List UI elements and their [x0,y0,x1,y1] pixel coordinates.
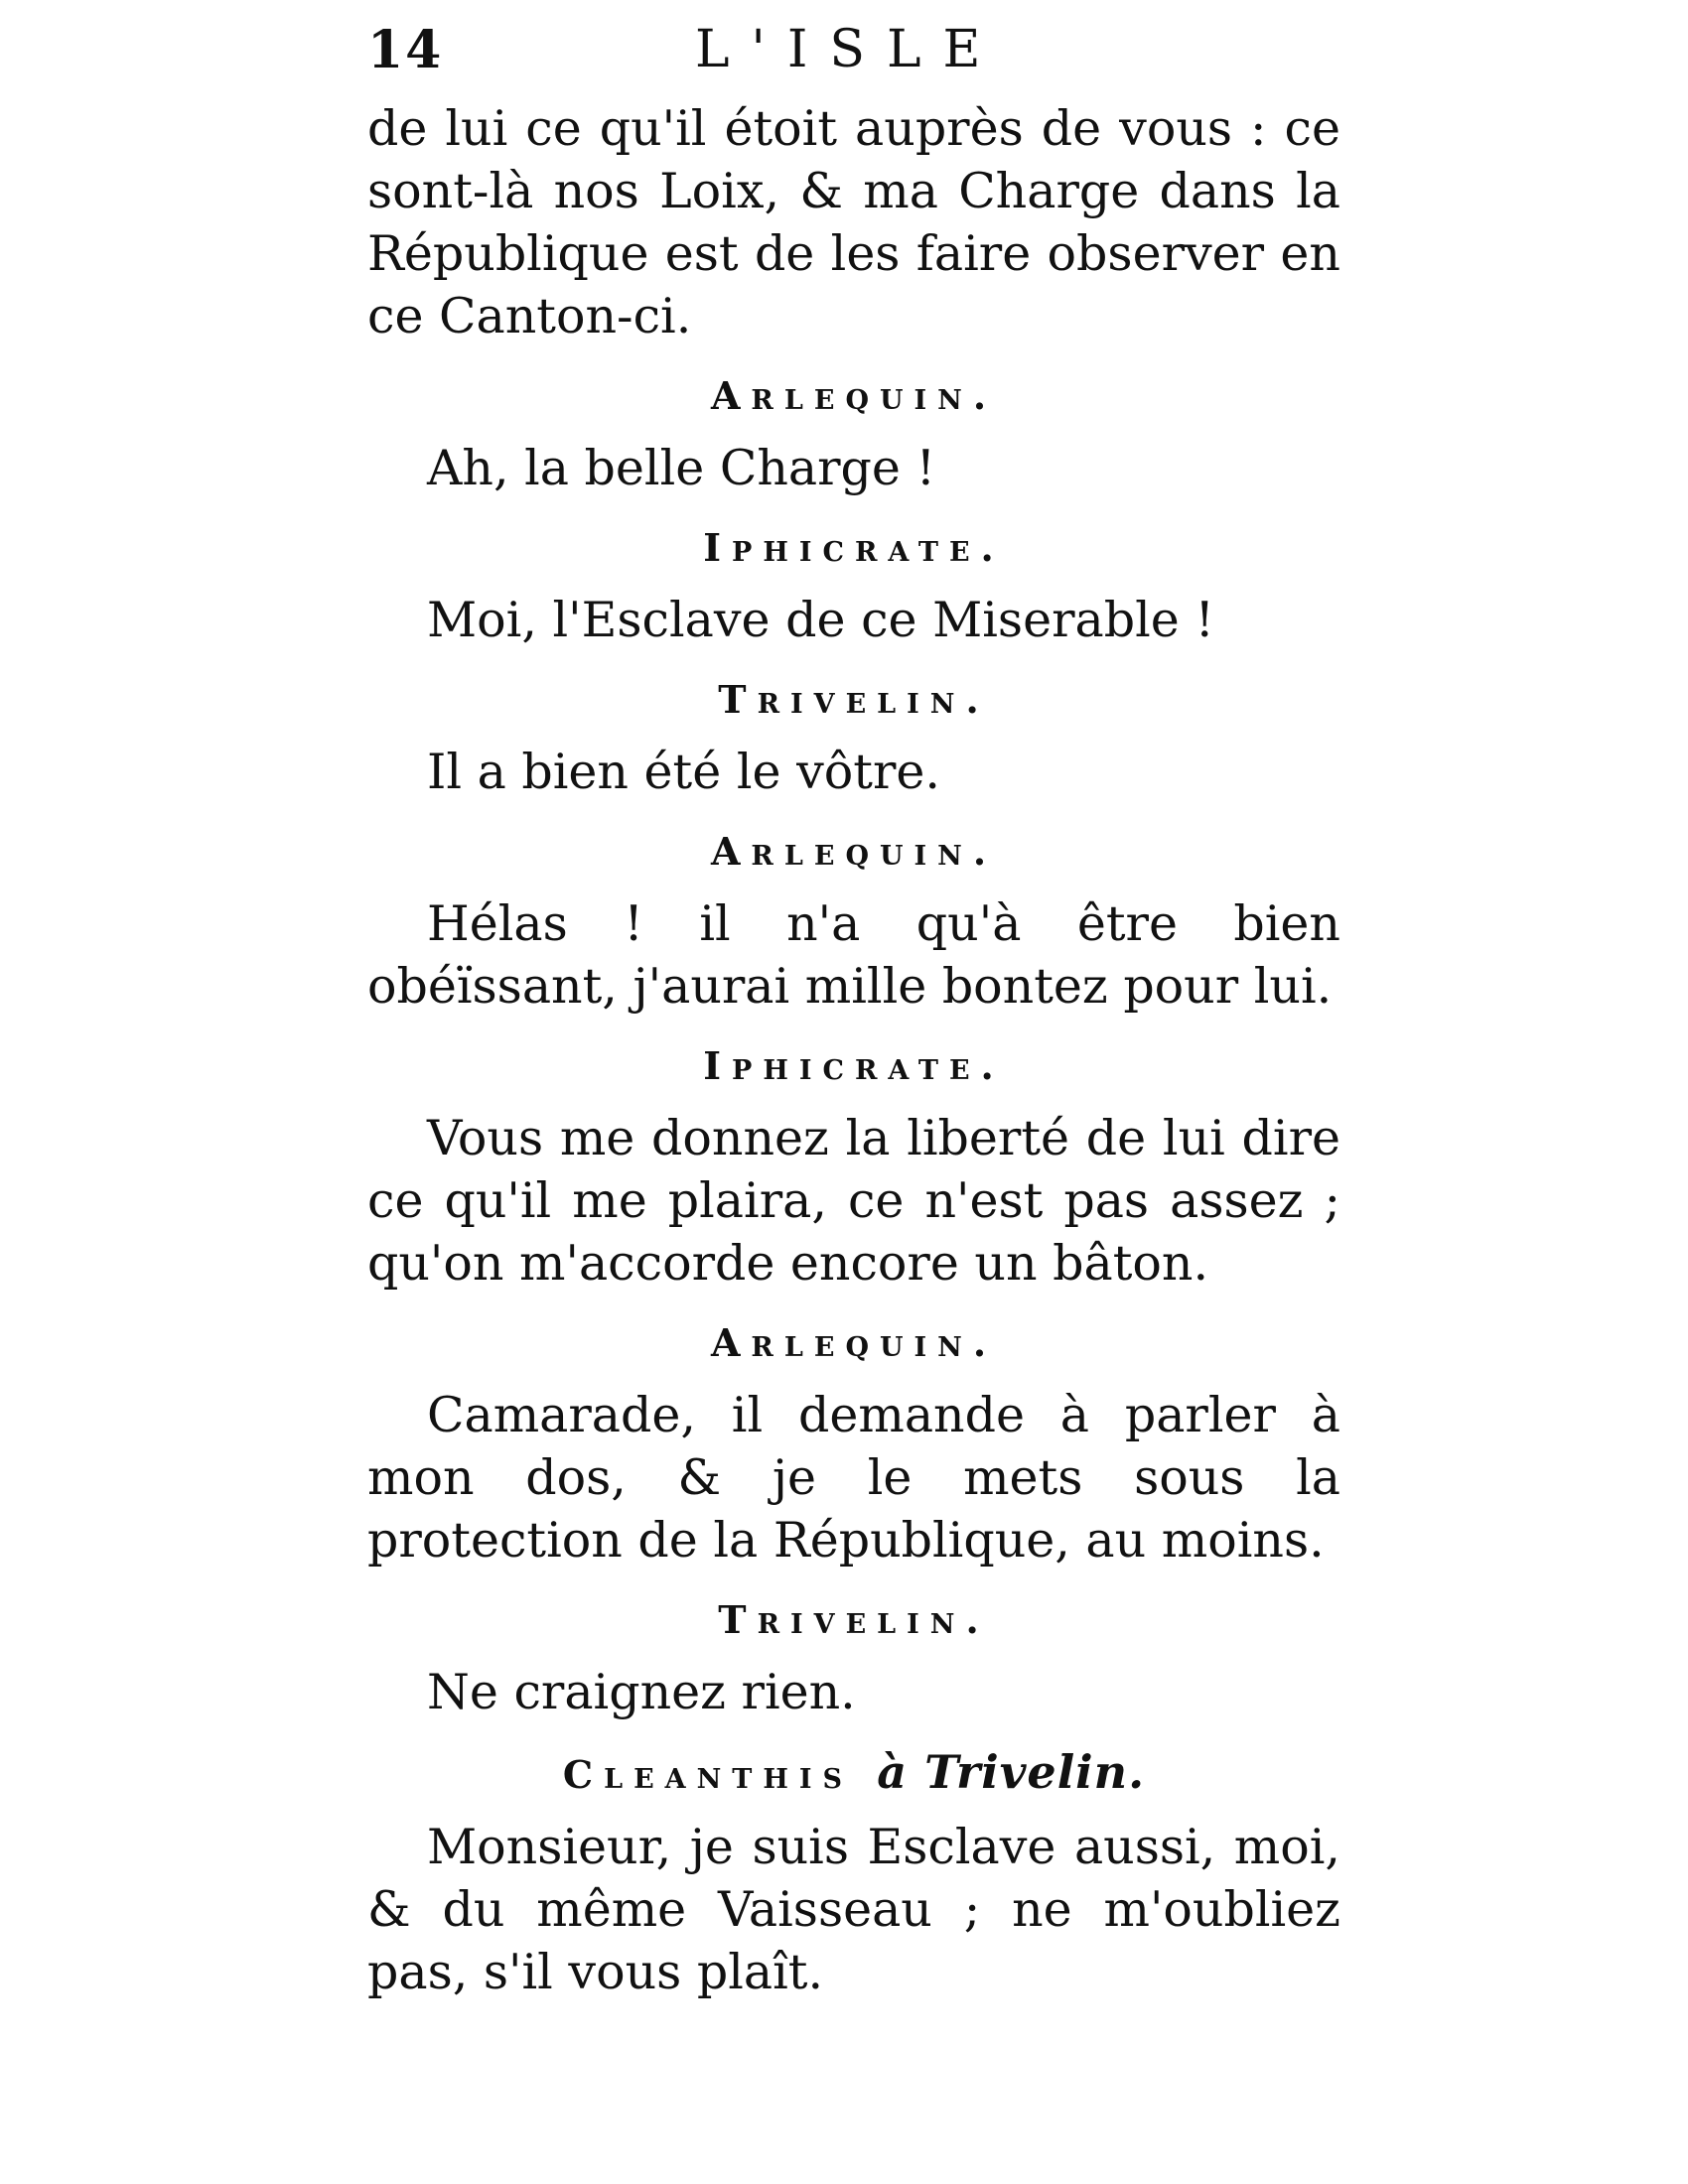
page-header [367,20,1340,89]
speaker-name [367,1591,1340,1649]
speech-text: Moi, l'Esclave de ce Miserable ! [427,592,1215,648]
speech-text: Monsieur, je suis Esclave aussi, moi, & du même Vaisseau ; ne m'oubliez pas, s'il vous plaît. [367,1819,1340,2000]
speaker-label: Arlequin. [710,1320,998,1365]
dialogue-block-6 [367,1314,1340,1571]
dialogue-block-1 [367,367,1340,499]
stage-direction: à Trivelin. [877,1745,1146,1799]
dialogue-block-8 [367,1743,1340,2003]
speaker-name [367,1037,1340,1095]
speaker-name [367,1314,1340,1372]
opening-paragraph: de lui ce qu'il étoit auprès de vous : ce sont-là nos Loix, & ma Charge dans la République est de les faire observer en ce Canton-ci. [367,100,1340,344]
dialogue-block-4 [367,823,1340,1018]
speaker-name [367,823,1340,881]
running-title: L'ISLE [695,20,1003,79]
speaker-name [367,1743,1340,1804]
speech-text: Il a bien été le vôtre. [427,744,940,800]
speech-text: Ne craignez rien. [427,1664,856,1720]
speech-text: Hélas ! il n'a qu'à être bien obéïssant, j'aurai mille bontez pour lui. [367,895,1340,1015]
speech-text: Vous me donnez la liberté de lui dire ce qu'il me plaira, ce n'est pas assez ; qu'on m'accorde encore un bâton. [367,1110,1340,1292]
speech-text: Camarade, il demande à parler à mon dos, & je le mets sous la protection de la République, au moins. [367,1387,1340,1569]
speaker-label: Cleanthis [562,1752,854,1797]
page-number: 14 [367,20,444,80]
dialogue-block-3 [367,671,1340,803]
speaker-name [367,671,1340,729]
dialogue-block-7 [367,1591,1340,1723]
speaker-label: Trivelin. [718,1597,990,1642]
speaker-label: Trivelin. [718,677,990,722]
page-body [367,97,1340,2003]
speaker-label: Arlequin. [710,829,998,874]
speaker-label: Arlequin. [710,373,998,418]
speaker-name [367,519,1340,577]
dialogue-block-2 [367,519,1340,651]
speaker-name [367,367,1340,425]
speech-text: Ah, la belle Charge ! [427,440,936,496]
speaker-label: Iphicrate. [703,525,1005,570]
dialogue-block-5 [367,1037,1340,1295]
speaker-label: Iphicrate. [703,1043,1005,1088]
